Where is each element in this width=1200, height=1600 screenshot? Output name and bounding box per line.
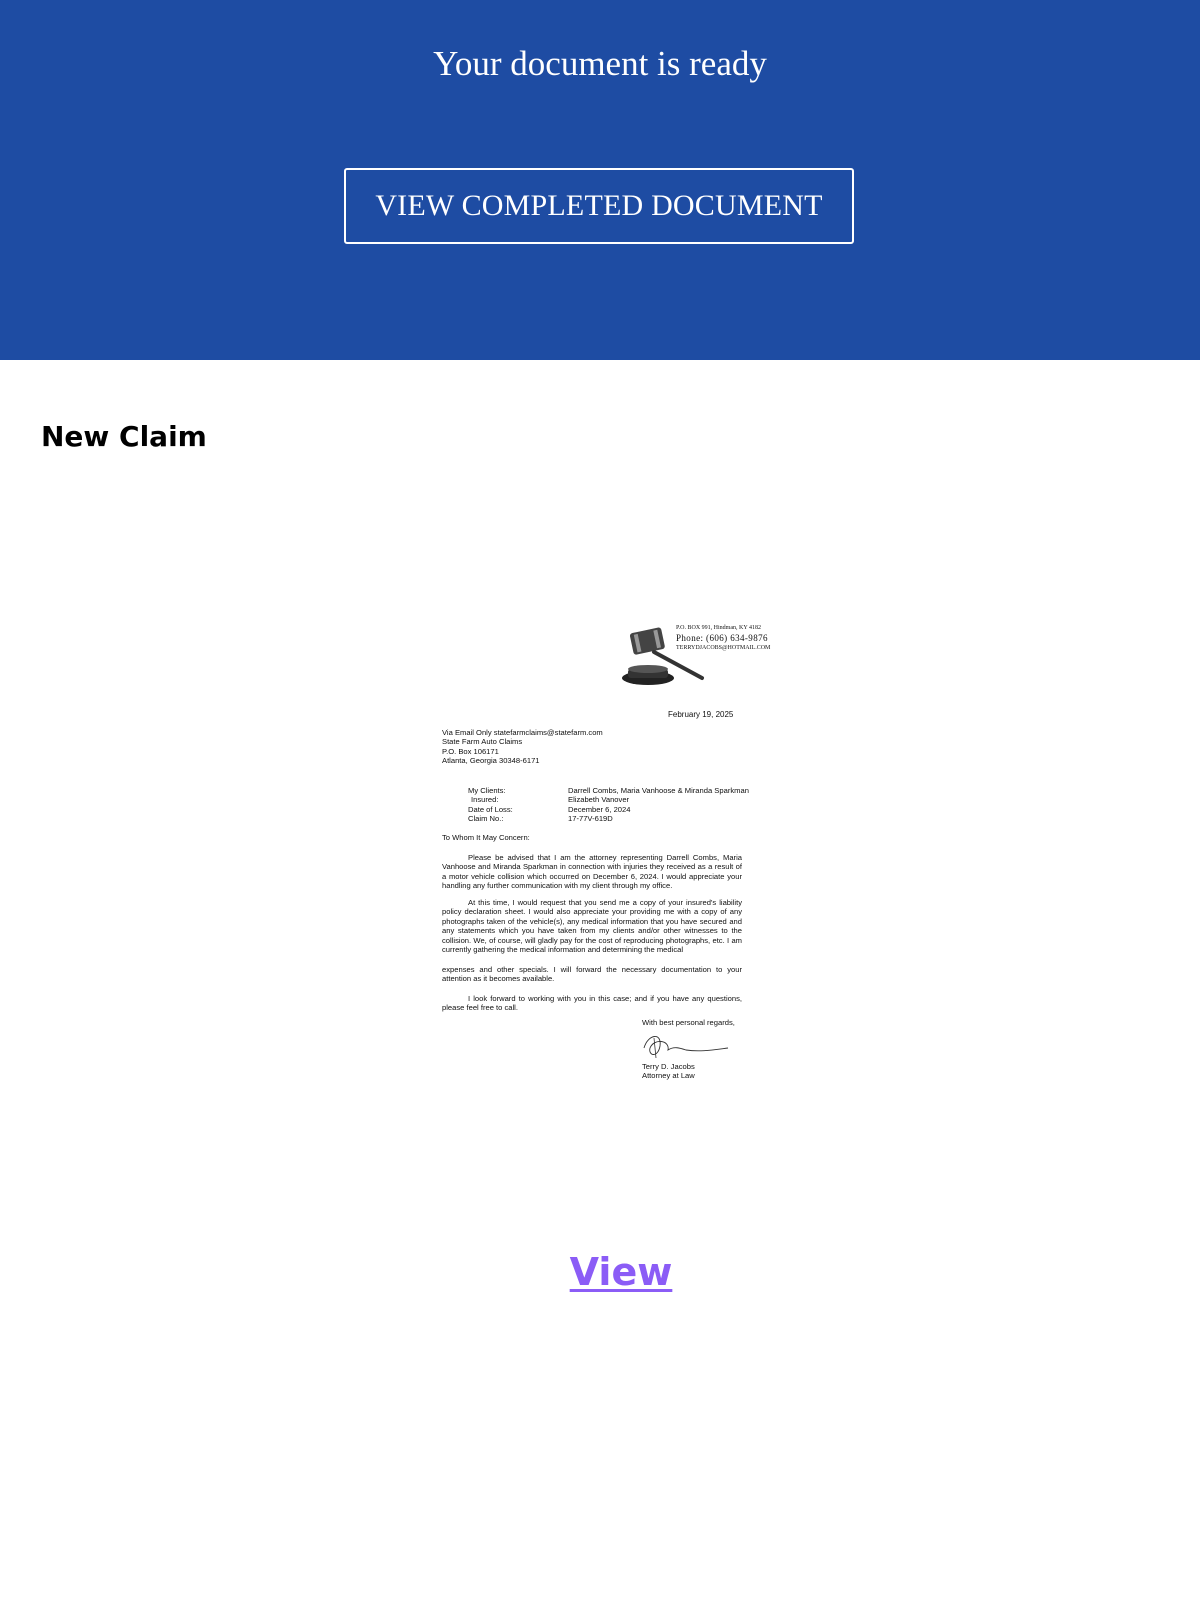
letter-date: February 19, 2025 — [668, 710, 734, 719]
reference-row — [468, 814, 749, 823]
reference-value: December 6, 2024 — [568, 804, 631, 814]
letter-preview — [432, 618, 784, 1080]
letter-paragraph: At this time, I would request that you send me a copy of your insured's liability policy declaration sheet. I would also appreciate your providing me with a copy of any photographs taken of the vehicle(s), any medical information that you have secured and any statements which you have taken from my clients and/or other witnesses to the collision. We, of course, will gladly pay for the cost of reproducing photographs, etc. I am currently gathering the medical information and determining the medical — [442, 898, 742, 955]
reference-label: Insured: — [471, 795, 499, 805]
letterhead-phone: Phone: (606) 634-9876 — [676, 633, 768, 643]
recipient-address — [442, 728, 603, 766]
letter-paragraph: expenses and other specials. I will forward the necessary documentation to your attention as it becomes available. — [442, 965, 742, 984]
reference-block — [468, 786, 749, 824]
letterhead-email: TERRYDJACOBS@HOTMAIL.COM — [676, 645, 771, 651]
section-title: New Claim — [41, 420, 207, 453]
recipient-line: Via Email Only statefarmclaims@statefarm.com — [442, 728, 603, 737]
reference-value: 17-77V-619D — [568, 814, 613, 824]
recipient-line: P.O. Box 106171 — [442, 746, 499, 756]
banner — [0, 0, 1200, 360]
view-link[interactable]: View — [569, 1250, 673, 1294]
letter-paragraph: I look forward to working with you in this case; and if you have any questions, please feel free to call. — [442, 994, 742, 1013]
reference-label: My Clients: — [468, 786, 506, 795]
signature-icon — [640, 1028, 730, 1064]
reference-row — [468, 805, 749, 814]
reference-value: Elizabeth Vanover — [568, 795, 630, 805]
reference-label: Date of Loss: — [468, 804, 513, 814]
signer-name: Terry D. Jacobs — [642, 1062, 695, 1071]
reference-value: Darrell Combs, Maria Vanhoose & Miranda Sparkman — [568, 786, 749, 795]
signer-block — [642, 1062, 695, 1080]
reference-row — [468, 786, 749, 795]
recipient-line: Atlanta, Georgia 30348-6171 — [442, 756, 540, 766]
reference-label: Claim No.: — [468, 814, 504, 824]
banner-title: Your document is ready — [433, 44, 767, 83]
signer-title: Attorney at Law — [642, 1071, 695, 1080]
letter-paragraph: Please be advised that I am the attorney representing Darrell Combs, Maria Vanhoose and Miranda Sparkman in connection with injuries they received as a result of a motor vehicle collision which occurred on December 6, 2024. I would appreciate your handling any further communication with my client through my office. — [442, 853, 742, 891]
letterhead-address: P.O. BOX 991, Hindman, KY 4182 — [676, 625, 761, 631]
view-completed-document-button[interactable]: VIEW COMPLETED DOCUMENT — [344, 168, 854, 244]
letterhead — [676, 623, 784, 653]
closing: With best personal regards, — [642, 1018, 735, 1027]
reference-row — [468, 795, 749, 804]
recipient-line: State Farm Auto Claims — [442, 737, 523, 747]
salutation: To Whom It May Concern: — [442, 833, 530, 842]
